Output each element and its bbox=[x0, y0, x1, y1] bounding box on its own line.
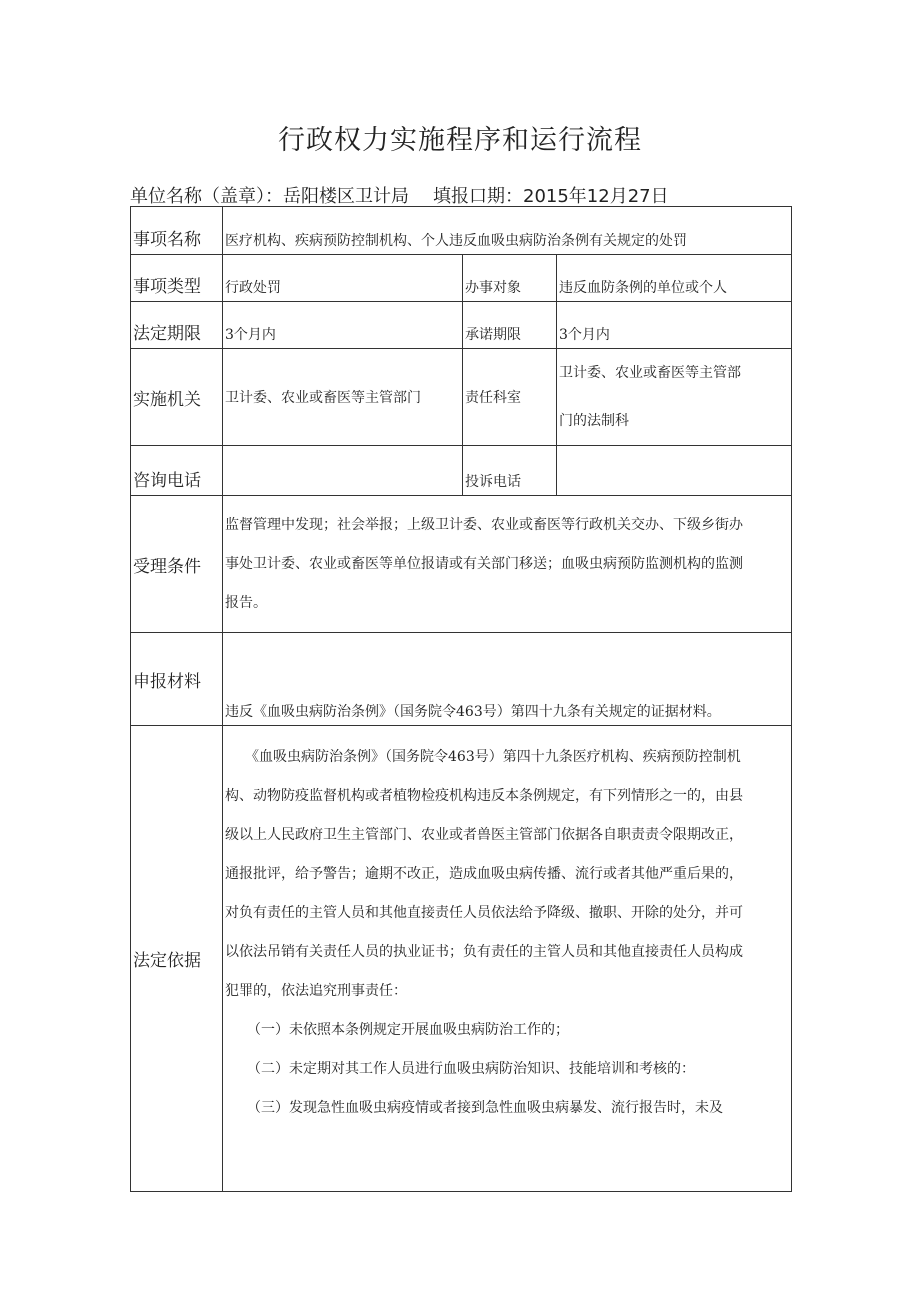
legal-limit-value: 3个月内 bbox=[223, 302, 463, 349]
item-type-value: 行政处罚 bbox=[223, 255, 463, 302]
item-type-label: 事项类型 bbox=[131, 255, 223, 302]
basis-label: 法定依据 bbox=[131, 726, 223, 1192]
procedure-form-table bbox=[130, 206, 792, 1192]
page-title: 行政权力实施程序和运行流程 bbox=[278, 125, 642, 156]
basis-item: （一）未依照本条例规定开展血吸虫病防治工作的； bbox=[247, 1022, 569, 1038]
conditions-line: 监督管理中发现；社会举报；上级卫计委、农业或畜医等行政机关交办、下级乡街办 bbox=[225, 516, 743, 533]
conditions-text bbox=[223, 496, 792, 633]
basis-text bbox=[223, 726, 792, 1192]
item-name-value: 医疗机构、疾病预防控制机构、个人违反血吸虫病防治条例有关规定的处罚 bbox=[223, 207, 792, 255]
basis-line: 级以上人民政府卫生主管部门、农业或者兽医主管部门依据各自职责责令限期改正， bbox=[225, 827, 743, 843]
header-meta bbox=[130, 182, 669, 208]
unit-label: 单位名称（盖章）： bbox=[130, 186, 283, 207]
dept-label: 责任科室 bbox=[463, 349, 557, 446]
basis-line: 犯罪的，依法追究刑事责任： bbox=[225, 983, 407, 999]
target-label: 办事对象 bbox=[463, 255, 557, 302]
row-phones bbox=[131, 446, 792, 496]
promised-limit-value: 3个月内 bbox=[557, 302, 792, 349]
consult-phone-label: 咨询电话 bbox=[131, 446, 223, 496]
row-materials bbox=[131, 633, 792, 726]
basis-line: 构、动物防疫监督机构或者植物检疫机构违反本条例规定，有下列情形之一的，由县 bbox=[225, 788, 743, 804]
dept-value-line: 卫计委、农业或畜医等主管部 bbox=[559, 365, 741, 381]
row-item-name bbox=[131, 207, 792, 255]
consult-phone-value bbox=[223, 446, 463, 496]
legal-limit-label: 法定期限 bbox=[131, 302, 223, 349]
basis-line: 《血吸虫病防治条例》（国务院令463号）第四十九条医疗机构、疾病预防控制机 bbox=[245, 749, 741, 765]
basis-item: （三）发现急性血吸虫病疫情或者接到急性血吸虫病暴发、流行报告时，未及 bbox=[247, 1100, 723, 1116]
date-label: 填报口期： bbox=[433, 186, 523, 207]
row-item-type bbox=[131, 255, 792, 302]
basis-line: 以依法吊销有关责任人员的执业证书；负有责任的主管人员和其他直接责任人员构成 bbox=[225, 944, 743, 960]
conditions-line: 事处卫计委、农业或畜医等单位报请或有关部门移送；血吸虫病预防监测机构的监测 bbox=[225, 555, 743, 572]
conditions-label: 受理条件 bbox=[131, 496, 223, 633]
dept-value bbox=[557, 349, 792, 446]
row-conditions bbox=[131, 496, 792, 633]
agency-label: 实施机关 bbox=[131, 349, 223, 446]
materials-label: 申报材料 bbox=[131, 633, 223, 726]
dept-value-line: 门的法制科 bbox=[559, 413, 629, 429]
promised-limit-label: 承诺期限 bbox=[463, 302, 557, 349]
row-limits bbox=[131, 302, 792, 349]
complaint-phone-value bbox=[557, 446, 792, 496]
basis-line: 通报批评，给予警告；逾期不改正，造成血吸虫病传播、流行或者其他严重后果的， bbox=[225, 866, 743, 882]
basis-item: （二）未定期对其工作人员进行血吸虫病防治知识、技能培训和考核的： bbox=[247, 1061, 695, 1077]
unit-value: 岳阳楼区卫计局 bbox=[283, 186, 409, 207]
date-value: 2015年12月27日 bbox=[523, 186, 669, 207]
materials-value: 违反《血吸虫病防治条例》（国务院令463号）第四十九条有关规定的证据材料。 bbox=[223, 633, 792, 726]
item-name-label: 事项名称 bbox=[131, 207, 223, 255]
basis-line: 对负有责任的主管人员和其他直接责任人员依法给予降级、撤职、开除的处分，并可 bbox=[225, 905, 743, 921]
agency-value: 卫计委、农业或畜医等主管部门 bbox=[223, 349, 463, 446]
row-basis bbox=[131, 726, 792, 1192]
row-agency bbox=[131, 349, 792, 446]
target-value: 违反血防条例的单位或个人 bbox=[557, 255, 792, 302]
complaint-phone-label: 投诉电话 bbox=[463, 446, 557, 496]
conditions-line: 报告。 bbox=[225, 594, 267, 611]
